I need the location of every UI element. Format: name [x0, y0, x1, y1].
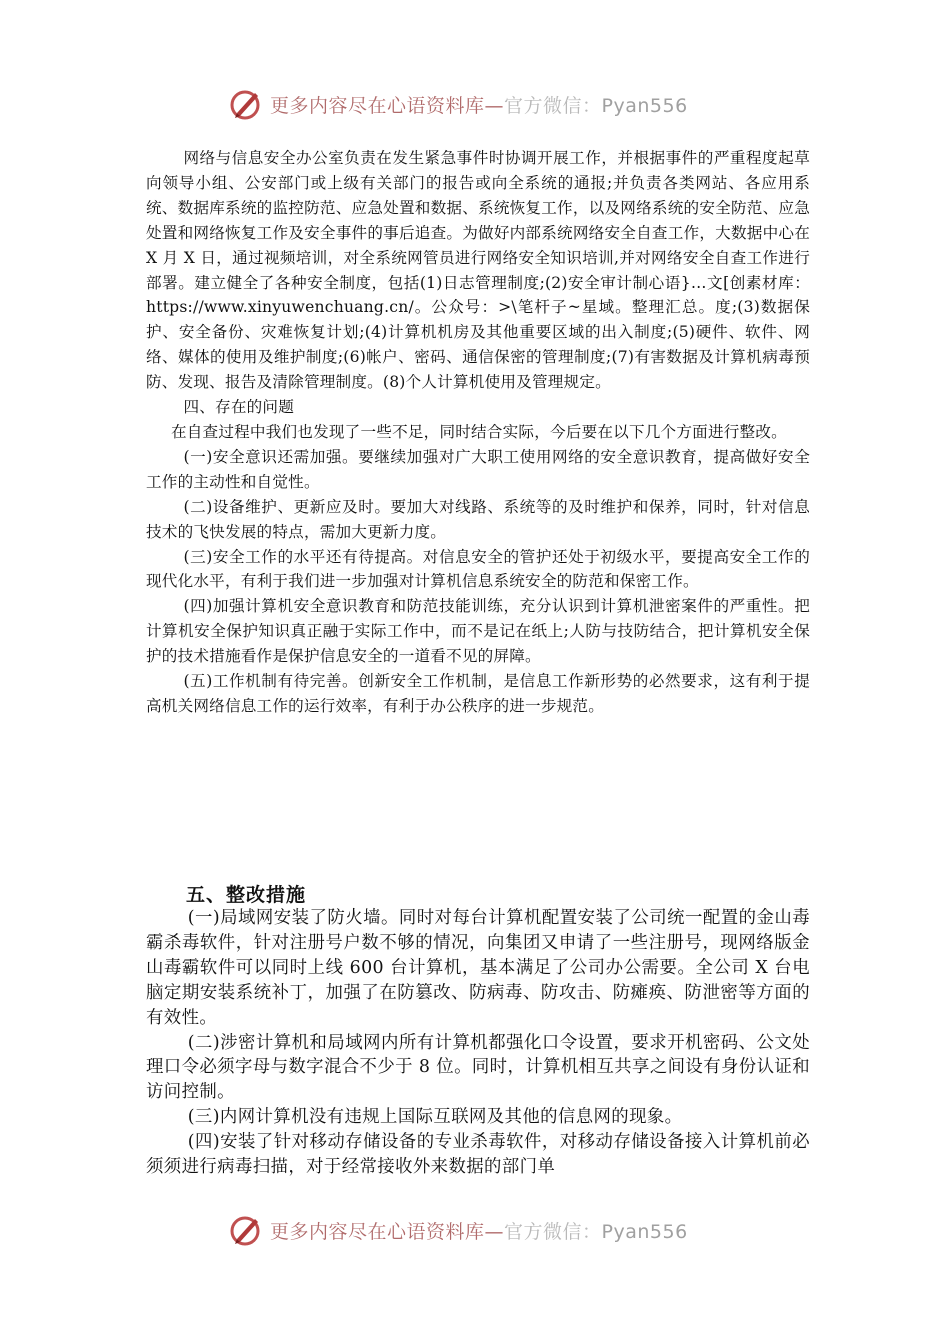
banner-wechat-label: 官方微信： [504, 1220, 602, 1243]
banner-text [270, 91, 688, 118]
paragraph-problem-3: (三)安全工作的水平还有待提高。对信息安全的管护还处于初级水平，要提高安全工作的现代化水平，有利于我们进一步加强对计算机信息系统安全的防范和保密工作。 [146, 547, 810, 591]
paragraph-problem-4: (四)加强计算机安全意识教育和防范技能训练，充分认识到计算机泄密案件的严重性。把计算机安全保护知识真正融于实际工作中，而不是记在纸上;人防与技防结合，把计算机安全保护的技术措施看作是保护信息安全的一道看不见的屏障。 [146, 597, 810, 666]
banner-text [270, 1217, 688, 1244]
banner-main-text: 更多内容尽在心语资料库— [270, 1220, 505, 1243]
paragraph-measure-3: (三)内网计算机没有违规上国际互联网及其他的信息网的现象。 [187, 1107, 683, 1128]
paragraph-office-duties: 网络与信息安全办公室负责在发生紧急事件时协调开展工作，并根据事件的严重程度起草向领导小组、公安部门或上级有关部门的报告或向全系统的通报;并负责各类网站、各应用系统、数据库系统的监控防范、应急处置和数据、系统恢复工作，以及网络系统的安全防范、应急处置和网络恢复工作及安全事件的事后追查。为做好内部系统网络安全自查工作，大数据中心在 X 月 X 日，通过视频培训，对全系统网管员进行网络安全知识培训,并对网络安全自查工作进行部署。建立健全了各种安全制度，包括(1)日志管理制度;(2)安全审计制心语}…文[创素材库：https://www.xinyuwenchuang.cn/。公众号：>\笔杆子~星域。整理汇总。度;(3)数据保护、安全备份、灾难恢复计划;(4)计算机机房及其他重要区域的出入制度;(5)硬件、软件、网络、媒体的使用及维护制度;(6)帐户、密码、通信保密的管理制度;(7)有害数据及计算机病毒预防、发现、报告及清除管理制度。(8)个人计算机使用及管理规定。 [146, 149, 810, 392]
banner-wechat-id: Pyan556 [601, 1220, 688, 1243]
paragraph-problem-5: (五)工作机制有待完善。创新安全工作机制，是信息工作新形势的必然要求，这有利于提高机关网络信息工作的运行效率，有利于办公秩序的进一步规范。 [146, 672, 810, 715]
footer-banner [0, 1208, 950, 1252]
banner-wechat-label: 官方微信： [504, 94, 602, 117]
pen-logo-icon [228, 86, 264, 122]
paragraph-problems-intro: 在自查过程中我们也发现了一些不足，同时结合实际，今后要在以下几个方面进行整改。 [170, 422, 787, 441]
banner-wechat-id: Pyan556 [601, 94, 688, 117]
document-body-upper [146, 146, 810, 719]
heading-problems: 四、存在的问题 [183, 398, 294, 417]
paragraph-problem-1: (一)安全意识还需加强。要继续加强对广大职工使用网络的安全意识教育，提高做好安全工作的主动性和自觉性。 [146, 447, 810, 491]
heading-measures: 五、整改措施 [186, 884, 307, 906]
paragraph-measure-4: (四)安装了针对移动存储设备的专业杀毒软件，对移动存储设备接入计算机前必须须进行病毒扫描，对于经常接收外来数据的部门单 [146, 1132, 810, 1178]
paragraph-measure-2: (二)涉密计算机和局域网内所有计算机都强化口令设置，要求开机密码、公文处理口令必须字母与数字混合不少于 8 位。同时，计算机相互共享之间设有身份认证和访问控制。 [146, 1032, 810, 1103]
document-body-lower [146, 906, 810, 1180]
paragraph-problem-2: (二)设备维护、更新应及时。要加大对线路、系统等的及时维护和保养，同时，针对信息技术的飞快发展的特点，需加大更新力度。 [146, 497, 810, 541]
banner-main-text: 更多内容尽在心语资料库— [270, 94, 505, 117]
paragraph-measure-1: (一)局域网安装了防火墙。同时对每台计算机配置安装了公司统一配置的金山毒霸杀毒软件，针对注册号户数不够的情况，向集团又申请了一些注册号，现网络版金山毒霸软件可以同时上线 600 台计算机，基本满足了公司办公需要。全公司 X 台电脑定期安装系统补丁，加强了在防篡改、防病毒、防攻击、防瘫痪、防泄密等方面的有效性。 [146, 908, 810, 1028]
header-banner [0, 82, 950, 126]
pen-logo-icon [228, 1212, 264, 1248]
